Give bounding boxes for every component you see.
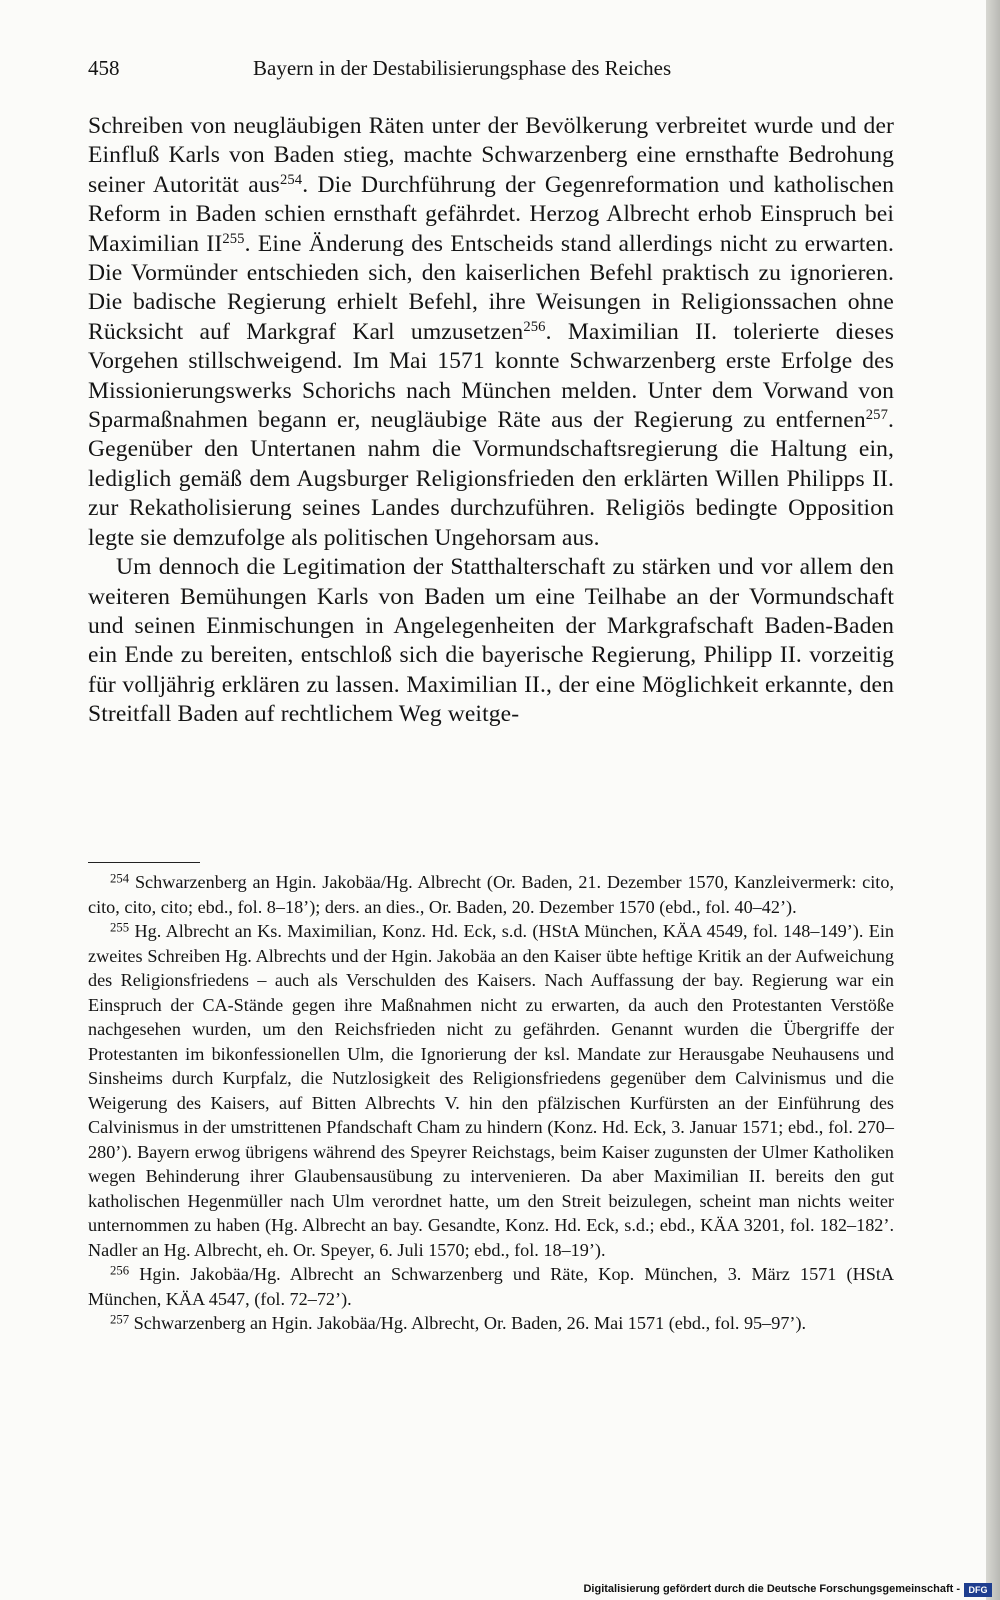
main-text	[88, 112, 894, 730]
text-run: . Maximilian II. tolerierte dieses Vorgehen stillschweigend. Im Mai 1571 konnte Schwarzenberg erste Erfolge des Missionierungswerks Schorichs nach München melden. Unter dem Vorwand von Sparmaßnahmen begann er, neugläubige Räte aus der Regierung zu entfernen	[88, 318, 895, 434]
footnote-number: 256	[110, 1263, 130, 1278]
footnote-ref-255[interactable]: 255	[222, 230, 245, 247]
footnote-256	[88, 1262, 894, 1311]
text-run: . Eine Änderung des Entscheids stand allerdings nicht zu erwarten. Die Vormünder entschieden sich, den kaiserlichen Befehl praktisch zu ignorieren. Die badische Regierung erhielt Befehl, ihre Weisungen in Religionssachen ohne Rücksicht auf Markgraf Karl umzusetzen	[88, 230, 894, 345]
footnote-number: 254	[110, 871, 130, 886]
footnote-separator	[88, 862, 200, 863]
text-run: . Gegenüber den Untertanen nahm die Vormundschaftsregierung die Haltung ein, lediglich gemäß dem Augsburger Religionsfrieden den erklärten Willen Philipps II. zur Rekatholisierung seines Landes durchzuführen. Religiös bedingte Opposition legte sie demzufolge als politischen Ungehorsam aus.	[88, 407, 894, 551]
footnotes	[88, 870, 894, 1336]
running-title: Bayern in der Destabilisierungsphase des Reiches	[253, 56, 672, 80]
text-run: Schreiben von neugläubigen Räten unter der Bevölkerung verbreitet wurde und der Einfluß Karls von Baden stieg, machte Schwarzenberg eine ernsthafte Bedrohung seiner Autorität aus	[88, 113, 894, 198]
page-edge-shadow	[986, 0, 1000, 1600]
footnote-254	[88, 870, 894, 919]
paragraph-1	[88, 112, 894, 553]
footnote-255	[88, 919, 894, 1262]
page-number: 458	[88, 56, 120, 80]
text-run: . Die Durchführung der Gegenreformation und katholischen Reform in Baden schien ernsthaft gefährdet. Herzog Albrecht erhob Einspruch bei Maximilian II	[88, 171, 894, 257]
footnote-ref-257[interactable]: 257	[865, 407, 888, 424]
running-header	[88, 56, 894, 86]
footnote-ref-256[interactable]: 256	[523, 318, 546, 335]
footnote-text: Schwarzenberg an Hgin. Jakobäa/Hg. Albrecht, Or. Baden, 26. Mai 1571 (ebd., fol. 95–97’).	[133, 1313, 807, 1333]
footnote-text: Schwarzenberg an Hgin. Jakobäa/Hg. Albrecht (Or. Baden, 21. Dezember 1570, Kanzleivermerk: cito, cito, cito, cito; ebd., fol. 8–18’); ders. an dies., Or. Baden, 20. Dezember 1570 (ebd., fol. 40–42’).	[88, 872, 895, 917]
dfg-credit-text: Digitalisierung gefördert durch die Deutsche Forschungsgemeinschaft -	[583, 1583, 960, 1595]
digitization-footer	[0, 1582, 1000, 1600]
footnote-ref-254[interactable]: 254	[279, 171, 303, 188]
footnote-text: Hgin. Jakobäa/Hg. Albrecht an Schwarzenberg und Räte, Kop. München, 3. März 1571 (HStA München, KÄA 4547, (fol. 72–72’).	[88, 1264, 895, 1309]
dfg-logo-icon[interactable]: DFG	[964, 1583, 992, 1597]
footnote-257	[88, 1311, 894, 1336]
footnote-number: 257	[110, 1312, 130, 1327]
footnote-text: Hg. Albrecht an Ks. Maximilian, Konz. Hd. Eck, s.d. (HStA München, KÄA 4549, fol. 148–149’). Ein zweites Schreiben Hg. Albrechts und der Hgin. Jakobäa an den Kaiser übte heftige Kritik an der Aufweichung des Religionsfriedens – auch als Verschulden des Kaisers. Nach Auffassung der bay. Regierung war ein Einspruch der CA-Stände gegen ihre Maßnahmen nicht zu erwarten, da auch den Protestanten Verstöße nachgesehen wurden, um den Reichsfrieden nicht zu gefährden. Genannt wurden die Übergriffe der Protestanten im bikonfessionellen Ulm, die Ignorierung der ksl. Mandate zur Herausgabe Neuhausens und Sinsheims durch Kurpfalz, die Nutzlosigkeit des Religionsfriedens gegenüber dem Calvinismus und die Weigerung des Kaisers, auf Bitten Albrechts V. hin den pfälzischen Kurfürsten an der Einführung des Calvinismus in der umstrittenen Pfandschaft Cham zu hindern (Konz. Hd. Eck, 3. Januar 1571; ebd., fol. 270–280’). Bayern erwog übrigens während des Speyrer Reichstags, beim Kaiser zugunsten der Ulmer Katholiken wegen Behinderung ihrer Glaubensausübung zu intervenieren. Da aber Maximilian II. bereits den gut katholischen Hegenmüller nach Ulm verordnet hatte, um den Streit beizulegen, scheint man nichts weiter unternommen zu haben (Hg. Albrecht an bay. Gesandte, Konz. Hd. Eck, s.d.; ebd., KÄA 3201, fol. 182–182’. Nadler an Hg. Albrecht, eh. Or. Speyer, 6. Juli 1570; ebd., fol. 18–19’).	[88, 921, 894, 1260]
paragraph-2: Um dennoch die Legitimation der Statthalterschaft zu stärken und vor allem den weiteren Bemühungen Karls von Baden um eine Teilhabe an der Vormundschaft und seinen Einmischungen in Angelegenheiten der Markgrafschaft Baden-Baden ein Ende zu bereiten, entschloß sich die bayerische Regierung, Philipp II. vorzeitig für volljährig erklären zu lassen. Maximilian II., der eine Möglichkeit erkannte, den Streitfall Baden auf rechtlichem Weg weitge-	[88, 554, 894, 728]
footnote-number: 255	[110, 920, 130, 935]
